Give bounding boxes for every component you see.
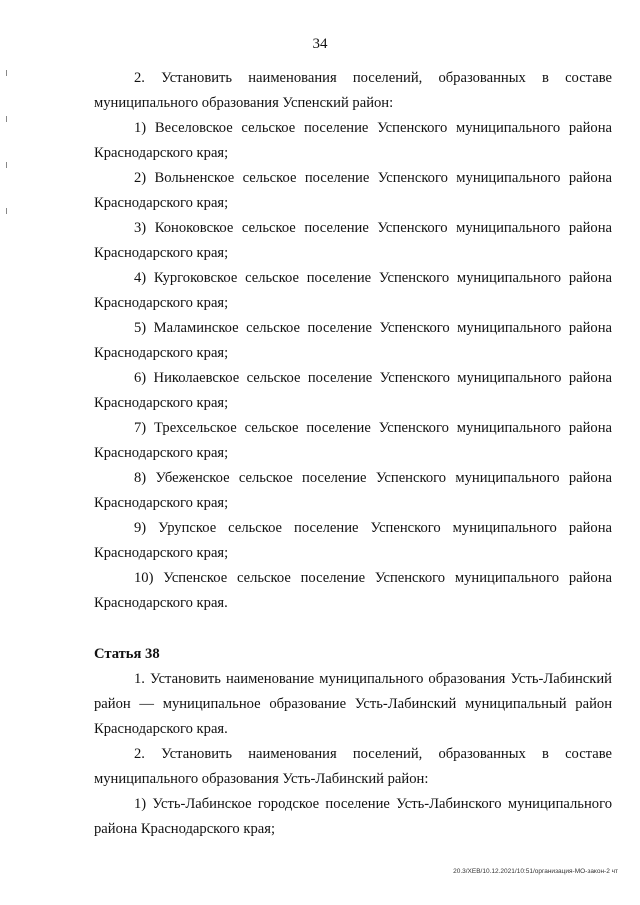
paragraph: 2. Установить наименования поселений, образованных в составе муниципального образования Усть-Лабинский район: [94,746,612,787]
list-item: 6) Николаевское сельское поселение Успенского муниципального района Краснодарского края; [94,370,612,411]
list-item: 9) Урупское сельское поселение Успенского муниципального района Краснодарского края; [94,520,612,561]
list-item: 1) Усть-Лабинское городское поселение Усть-Лабинского муниципального района Краснодарского края; [94,796,612,837]
list-item: 10) Успенское сельское поселение Успенского муниципального района Краснодарского края. [94,570,612,611]
list-item: 7) Трехсельское сельское поселение Успенского муниципального района Краснодарского края; [94,420,612,461]
list-item: 1) Веселовское сельское поселение Успенского муниципального района Краснодарского края; [94,120,612,161]
margin-marks [6,70,8,280]
document-body [94,66,612,842]
list-item: 3) Коноковское сельское поселение Успенского муниципального района Краснодарского края; [94,220,612,261]
list-item: 8) Убеженское сельское поселение Успенского муниципального района Краснодарского края; [94,470,612,511]
paragraph: 2. Установить наименования поселений, образованных в составе муниципального образования Успенский район: [94,70,612,111]
article-heading: Статья 38 [94,646,160,662]
list-item: 4) Кургоковское сельское поселение Успенского муниципального района Краснодарского края; [94,270,612,311]
paragraph: 1. Установить наименование муниципального образования Усть-Лабинский район — муниципальное образование Усть-Лабинский муниципальный район Краснодарского края. [94,671,612,737]
list-item: 5) Маламинское сельское поселение Успенского муниципального района Краснодарского края; [94,320,612,361]
page-number: 34 [312,36,328,52]
list-item: 2) Вольненское сельское поселение Успенского муниципального района Краснодарского края; [94,170,612,211]
document-footer: 20.3/ХЕВ/10.12.2021/10:51/организация-МО-закон-2 чт [453,868,618,875]
